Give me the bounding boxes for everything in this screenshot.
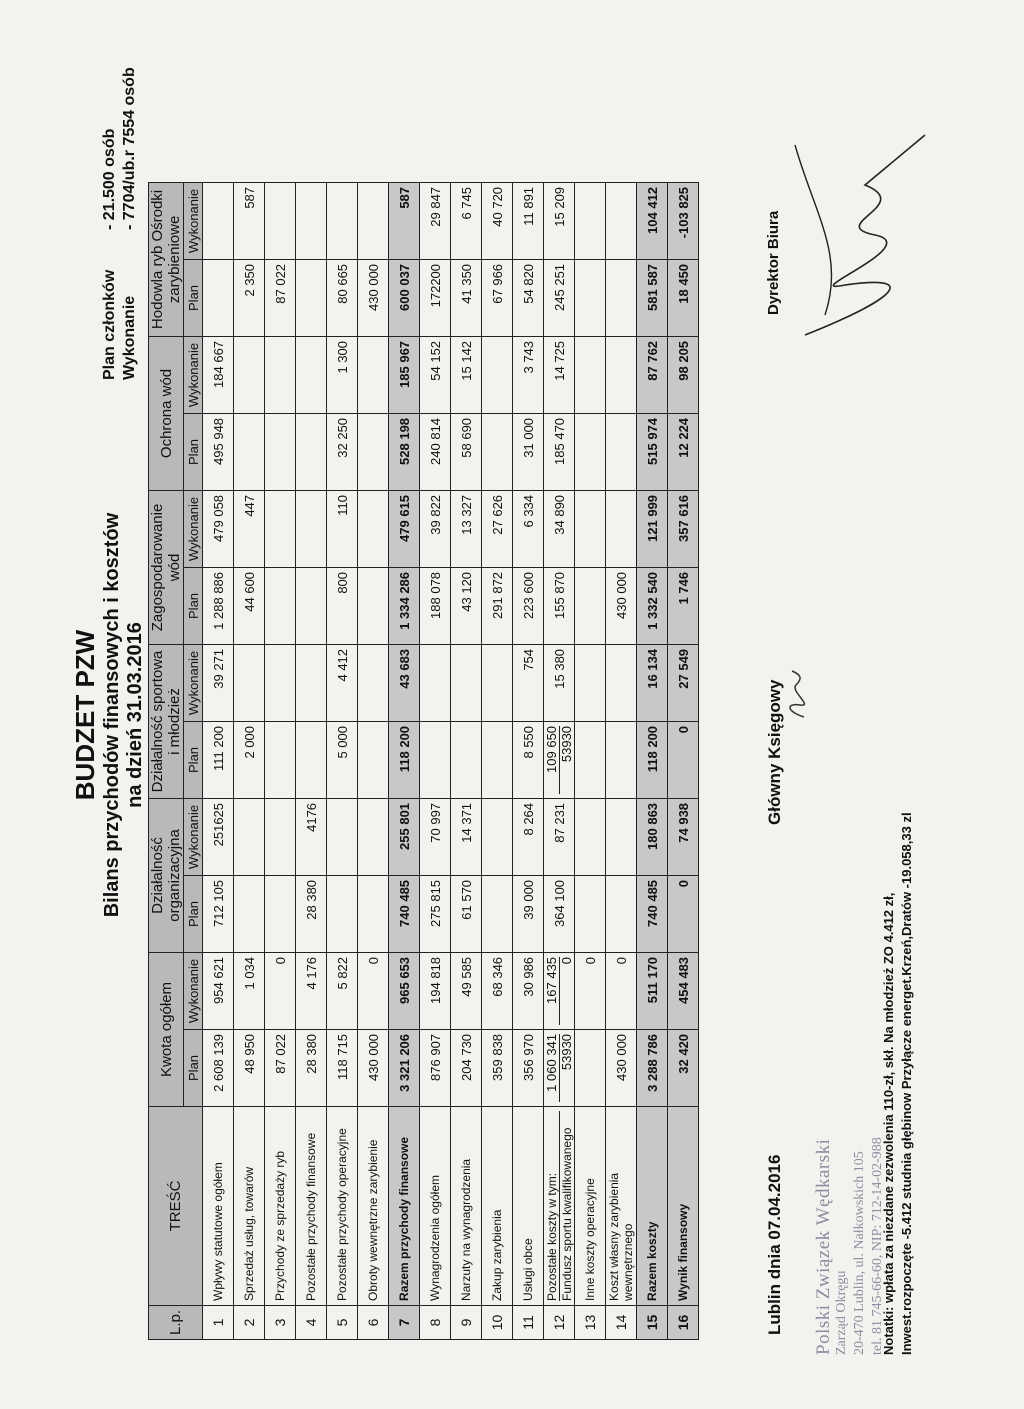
table-cell: 495 948 (203, 413, 234, 490)
table-cell: 11 891 (513, 182, 544, 259)
row-label: Razem przychody finansowe (389, 1106, 420, 1305)
subheader-plan: Plan (184, 875, 203, 952)
table-cell (358, 490, 389, 567)
table-cell (296, 336, 327, 413)
document-title: BUDZET PZW (70, 629, 100, 801)
table-cell (575, 259, 606, 336)
table-cell: 39 822 (420, 490, 451, 567)
table-cell: 0 (575, 952, 606, 1029)
table-cell (482, 798, 513, 875)
row-label: Sprzedaż usług, towarów (234, 1106, 265, 1305)
header-group: Hodowla ryb Ośrodki zarybieniowe (149, 182, 184, 336)
row-number: 2 (234, 1305, 265, 1339)
row-number: 15 (637, 1305, 668, 1339)
table-cell (265, 644, 296, 721)
row-number: 9 (451, 1305, 482, 1339)
row-number: 16 (668, 1305, 699, 1339)
table-cell: 27 626 (482, 490, 513, 567)
table-cell: 87 231 (544, 798, 575, 875)
table-cell (575, 875, 606, 952)
table-cell: 954 621 (203, 952, 234, 1029)
table-cell: 8 264 (513, 798, 544, 875)
table-cell (606, 413, 637, 490)
members-plan-label: Plan członków (101, 269, 118, 380)
table-cell: 14 371 (451, 798, 482, 875)
table-cell: 118 715 (327, 1029, 358, 1106)
table-cell: 754 (513, 644, 544, 721)
table-cell (482, 336, 513, 413)
cell-value-sub: 53930 (558, 1033, 574, 1071)
row-number: 5 (327, 1305, 358, 1339)
table-cell: 121 999 (637, 490, 668, 567)
row-label: Usługi obce (513, 1106, 544, 1305)
table-cell (265, 798, 296, 875)
row-label: Inne koszty operacyjne (575, 1106, 606, 1305)
table-cell (265, 721, 296, 798)
table-cell (575, 567, 606, 644)
table-cell (606, 875, 637, 952)
table-cell (606, 336, 637, 413)
table-cell: 67 966 (482, 259, 513, 336)
table-cell (606, 182, 637, 259)
table-cell: 98 205 (668, 336, 699, 413)
chief-accountant-label: Główny Księgowy (765, 679, 784, 825)
table-cell: 204 730 (451, 1029, 482, 1106)
row-number: 10 (482, 1305, 513, 1339)
table-cell: 185 967 (389, 336, 420, 413)
table-cell: 34 890 (544, 490, 575, 567)
table-cell: 800 (327, 567, 358, 644)
table-cell: 43 120 (451, 567, 482, 644)
table-cell: 1 288 886 (203, 567, 234, 644)
table-cell: 3 743 (513, 336, 544, 413)
row-number: 4 (296, 1305, 327, 1339)
table-cell: 430 000 (606, 1029, 637, 1106)
table-cell: 587 (389, 182, 420, 259)
table-cell: 740 485 (389, 875, 420, 952)
table-cell (606, 721, 637, 798)
table-cell: 29 847 (420, 182, 451, 259)
table-row (575, 182, 606, 1339)
table-cell (544, 952, 575, 1029)
header-group: Działalność organizacyjna (149, 798, 184, 952)
table-cell: 68 346 (482, 952, 513, 1029)
table-cell (451, 721, 482, 798)
table-cell (265, 336, 296, 413)
accountant-signature-icon (782, 665, 812, 725)
members-exec-value: - 7704/ub.r 7554 osób (121, 67, 138, 230)
document-title-block (70, 465, 147, 965)
table-cell: 364 100 (544, 875, 575, 952)
header-lp: L.p. (149, 1305, 203, 1339)
table-cell (482, 644, 513, 721)
table-cell: 5 000 (327, 721, 358, 798)
cell-value-main: 109 650 (545, 726, 560, 794)
table-cell: 1 300 (327, 336, 358, 413)
row-label: Koszt własny zarybienia wewnętrznego (606, 1106, 637, 1305)
table-cell (265, 490, 296, 567)
table-cell (358, 413, 389, 490)
table-cell: 965 653 (389, 952, 420, 1029)
cell-value-sub: 0 (558, 956, 574, 965)
table-row (358, 182, 389, 1339)
row-label: Obroty wewnętrzne zarybienie (358, 1106, 389, 1305)
table-cell: 1 034 (234, 952, 265, 1029)
table-cell: 876 907 (420, 1029, 451, 1106)
table-row (327, 182, 358, 1339)
row-number: 13 (575, 1305, 606, 1339)
notes-block (880, 812, 916, 1355)
table-row (482, 182, 513, 1339)
table-cell: 184 667 (203, 336, 234, 413)
table-cell (482, 875, 513, 952)
document-subtitle: Bilans przychodów finansowych i kosztów (101, 512, 123, 918)
table-cell: 15 380 (544, 644, 575, 721)
table-cell (265, 182, 296, 259)
table-cell (203, 182, 234, 259)
table-cell: 581 587 (637, 259, 668, 336)
table-cell (327, 182, 358, 259)
table-cell: 54 820 (513, 259, 544, 336)
document-date: Lublin dnia 07.04.2016 (765, 1154, 784, 1335)
document-sheet (60, 65, 960, 1365)
table-cell: 4 176 (296, 952, 327, 1029)
header-group: Ochrona wód (149, 336, 184, 490)
budget-table (148, 182, 699, 1340)
table-row (420, 182, 451, 1339)
table-cell: 356 970 (513, 1029, 544, 1106)
director-label: Dyrektor Biura (765, 210, 782, 315)
row-label: Wynagrodzenia ogółem (420, 1106, 451, 1305)
table-cell (358, 798, 389, 875)
table-row (389, 182, 420, 1339)
org-phone: tel. 81 745-66-60, NIP: 712-14-02-988 (870, 1137, 885, 1355)
table-cell: 28 380 (296, 1029, 327, 1106)
table-row (234, 182, 265, 1339)
table-cell: 1 332 540 (637, 567, 668, 644)
table-cell: 44 600 (234, 567, 265, 644)
row-number: 12 (544, 1305, 575, 1339)
table-cell: 712 105 (203, 875, 234, 952)
table-cell: 245 251 (544, 259, 575, 336)
table-cell: 6 745 (451, 182, 482, 259)
table-cell: 32 420 (668, 1029, 699, 1106)
table-cell (265, 875, 296, 952)
table-cell (234, 798, 265, 875)
subheader-plan: Plan (184, 413, 203, 490)
table-row (606, 182, 637, 1339)
table-cell (606, 259, 637, 336)
table-cell: -103 825 (668, 182, 699, 259)
subheader-plan: Plan (184, 721, 203, 798)
table-cell (234, 875, 265, 952)
table-cell (575, 644, 606, 721)
table-cell: 240 814 (420, 413, 451, 490)
table-cell: 291 872 (482, 567, 513, 644)
table-cell: 40 720 (482, 182, 513, 259)
table-cell: 87 762 (637, 336, 668, 413)
table-cell: 3 288 786 (637, 1029, 668, 1106)
table-cell: 118 200 (389, 721, 420, 798)
org-name: Polski Związek Wędkarski (813, 1138, 834, 1355)
notes-line-2: Inwest.rozpoczęte -5.412 studnia głębinow Przyłącze energet.Krzeń,Dratów -19.058,33 zl (899, 812, 914, 1355)
table-cell: 430 000 (606, 567, 637, 644)
table-cell (358, 567, 389, 644)
table-cell (482, 721, 513, 798)
table-cell: 528 198 (389, 413, 420, 490)
table-row (296, 182, 327, 1339)
row-label: Narzuty na wynagrodzenia (451, 1106, 482, 1305)
table-cell: 74 938 (668, 798, 699, 875)
table-cell (265, 567, 296, 644)
table-cell: 1 746 (668, 567, 699, 644)
table-cell: 48 950 (234, 1029, 265, 1106)
table-cell: 3 321 206 (389, 1029, 420, 1106)
table-cell (296, 259, 327, 336)
table-cell: 14 725 (544, 336, 575, 413)
table-cell: 740 485 (637, 875, 668, 952)
table-cell: 4 412 (327, 644, 358, 721)
table-cell: 16 134 (637, 644, 668, 721)
table-cell (575, 490, 606, 567)
cell-value-sub: 53930 (558, 725, 574, 763)
org-unit: Zarząd Okręgu (834, 1270, 849, 1355)
header-group: Kwota ogółem (149, 952, 184, 1106)
table-cell (575, 182, 606, 259)
table-cell (544, 721, 575, 798)
row-label: Przychody ze sprzedaży ryb (265, 1106, 296, 1305)
row-number: 14 (606, 1305, 637, 1339)
table-cell: 87 022 (265, 1029, 296, 1106)
table-cell (358, 644, 389, 721)
table-cell (296, 644, 327, 721)
row-label: Zakup zarybienia (482, 1106, 513, 1305)
table-cell: 0 (358, 952, 389, 1029)
table-cell (606, 490, 637, 567)
table-cell: 0 (668, 875, 699, 952)
table-body (203, 182, 699, 1339)
table-cell: 32 250 (327, 413, 358, 490)
table-cell (606, 644, 637, 721)
table-cell: 430 000 (358, 259, 389, 336)
table-cell (575, 721, 606, 798)
table-cell: 2 350 (234, 259, 265, 336)
table-cell (358, 182, 389, 259)
table-cell: 600 037 (389, 259, 420, 336)
row-number: 7 (389, 1305, 420, 1339)
table-cell (575, 413, 606, 490)
subheader-wykonanie: Wykonanie (184, 798, 203, 875)
table-cell (575, 1029, 606, 1106)
subheader-wykonanie: Wykonanie (184, 490, 203, 567)
table-cell: 49 585 (451, 952, 482, 1029)
table-cell: 31 000 (513, 413, 544, 490)
table-cell: 511 170 (637, 952, 668, 1029)
cell-value-main: 167 435 (545, 957, 560, 1025)
row-label-sub: Fundusz sportu kwalifikowanego (559, 1127, 574, 1301)
table-cell: 15 142 (451, 336, 482, 413)
table-cell (296, 721, 327, 798)
table-cell: 0 (668, 721, 699, 798)
row-label: Pozostałe przychody operacyjne (327, 1106, 358, 1305)
row-number: 6 (358, 1305, 389, 1339)
table-cell: 454 483 (668, 952, 699, 1029)
notes-line-1: Notatki: wpłata za niezdane zezwolenia 110-zł, skł. Na młodzież ZO 4.412 zł, (881, 892, 896, 1355)
table-cell (358, 336, 389, 413)
table-cell: 43 683 (389, 644, 420, 721)
table-cell: 39 000 (513, 875, 544, 952)
table-cell (420, 721, 451, 798)
table-cell: 155 870 (544, 567, 575, 644)
table-cell: 12 224 (668, 413, 699, 490)
table-cell: 27 549 (668, 644, 699, 721)
members-summary (100, 67, 140, 380)
table-cell: 188 078 (420, 567, 451, 644)
table-header-row (149, 182, 184, 1339)
table-cell: 1 334 286 (389, 567, 420, 644)
table-cell (234, 644, 265, 721)
table-row (203, 182, 234, 1339)
subheader-wykonanie: Wykonanie (184, 952, 203, 1029)
table-cell (234, 336, 265, 413)
row-number: 11 (513, 1305, 544, 1339)
table-cell: 180 863 (637, 798, 668, 875)
table-cell: 15 209 (544, 182, 575, 259)
table-cell: 13 327 (451, 490, 482, 567)
table-cell (358, 721, 389, 798)
table-cell: 110 (327, 490, 358, 567)
table-cell: 275 815 (420, 875, 451, 952)
table-cell: 194 818 (420, 952, 451, 1029)
table-cell: 18 450 (668, 259, 699, 336)
table-cell: 111 200 (203, 721, 234, 798)
subheader-wykonanie: Wykonanie (184, 182, 203, 259)
table-cell: 87 022 (265, 259, 296, 336)
table-cell: 54 152 (420, 336, 451, 413)
table-cell: 223 600 (513, 567, 544, 644)
table-cell (575, 798, 606, 875)
table-cell: 70 997 (420, 798, 451, 875)
table-cell: 251625 (203, 798, 234, 875)
table-cell: 30 986 (513, 952, 544, 1029)
row-number: 8 (420, 1305, 451, 1339)
table-cell (482, 413, 513, 490)
table-cell: 80 665 (327, 259, 358, 336)
document-date-line: na dzień 31.03.2016 (124, 622, 146, 808)
row-label: Wpływy statutowe ogółem (203, 1106, 234, 1305)
cell-value-main: 1 060 341 (545, 1034, 560, 1102)
table-cell (203, 259, 234, 336)
table-cell: 2 000 (234, 721, 265, 798)
subheader-plan: Plan (184, 1029, 203, 1106)
table-cell (327, 875, 358, 952)
org-address: 20-470 Lublin, ul. Nałkowskich 105 (852, 1151, 867, 1355)
table-row (265, 182, 296, 1339)
subheader-wykonanie: Wykonanie (184, 336, 203, 413)
table-cell (575, 336, 606, 413)
subheader-wykonanie: Wykonanie (184, 644, 203, 721)
row-label: Razem koszty (637, 1106, 668, 1305)
table-row (637, 182, 668, 1339)
table-cell: 118 200 (637, 721, 668, 798)
table-cell (296, 567, 327, 644)
table-cell: 587 (234, 182, 265, 259)
table-cell (265, 413, 296, 490)
table-cell: 41 350 (451, 259, 482, 336)
table-cell (358, 875, 389, 952)
row-label-main: Pozostałe koszty w tym: (545, 1111, 560, 1301)
table-cell (420, 644, 451, 721)
members-exec-label: Wykonanie (121, 295, 138, 380)
members-plan-value: - 21.500 osób (101, 128, 118, 230)
table-row (513, 182, 544, 1339)
row-number: 3 (265, 1305, 296, 1339)
table-cell: 4176 (296, 798, 327, 875)
table-cell: 357 616 (668, 490, 699, 567)
table-cell: 6 334 (513, 490, 544, 567)
table-cell: 104 412 (637, 182, 668, 259)
table-row (451, 182, 482, 1339)
table-cell (296, 182, 327, 259)
table-cell (234, 413, 265, 490)
table-cell (327, 798, 358, 875)
table-cell (296, 490, 327, 567)
table-cell: 0 (606, 952, 637, 1029)
table-cell: 359 838 (482, 1029, 513, 1106)
table-cell: 172200 (420, 259, 451, 336)
table-cell (451, 644, 482, 721)
table-cell: 28 380 (296, 875, 327, 952)
table-cell: 0 (265, 952, 296, 1029)
row-label: Wynik finansowy (668, 1106, 699, 1305)
organization-header (815, 1055, 887, 1355)
table-cell: 479 058 (203, 490, 234, 567)
table-cell: 447 (234, 490, 265, 567)
row-label (544, 1106, 575, 1305)
director-signature-icon (785, 125, 935, 355)
subheader-plan: Plan (184, 259, 203, 336)
table-cell: 255 801 (389, 798, 420, 875)
table-cell: 479 615 (389, 490, 420, 567)
table-cell: 2 608 139 (203, 1029, 234, 1106)
table-cell: 39 271 (203, 644, 234, 721)
row-label: Pozostałe przychody finansowe (296, 1106, 327, 1305)
table-cell: 58 690 (451, 413, 482, 490)
table-cell (606, 798, 637, 875)
header-tresc: TREŚĆ (149, 1106, 203, 1305)
table-cell: 5 822 (327, 952, 358, 1029)
subheader-plan: Plan (184, 567, 203, 644)
table-cell: 515 974 (637, 413, 668, 490)
table-cell: 61 570 (451, 875, 482, 952)
table-row (544, 182, 575, 1339)
table-cell: 430 000 (358, 1029, 389, 1106)
row-number: 1 (203, 1305, 234, 1339)
table-cell (544, 1029, 575, 1106)
header-group: Zagospodarowanie wód (149, 490, 184, 644)
table-row (668, 182, 699, 1339)
table-cell: 8 550 (513, 721, 544, 798)
header-group: Działalność sportowa i młodzież (149, 644, 184, 798)
table-cell (296, 413, 327, 490)
table-cell: 185 470 (544, 413, 575, 490)
